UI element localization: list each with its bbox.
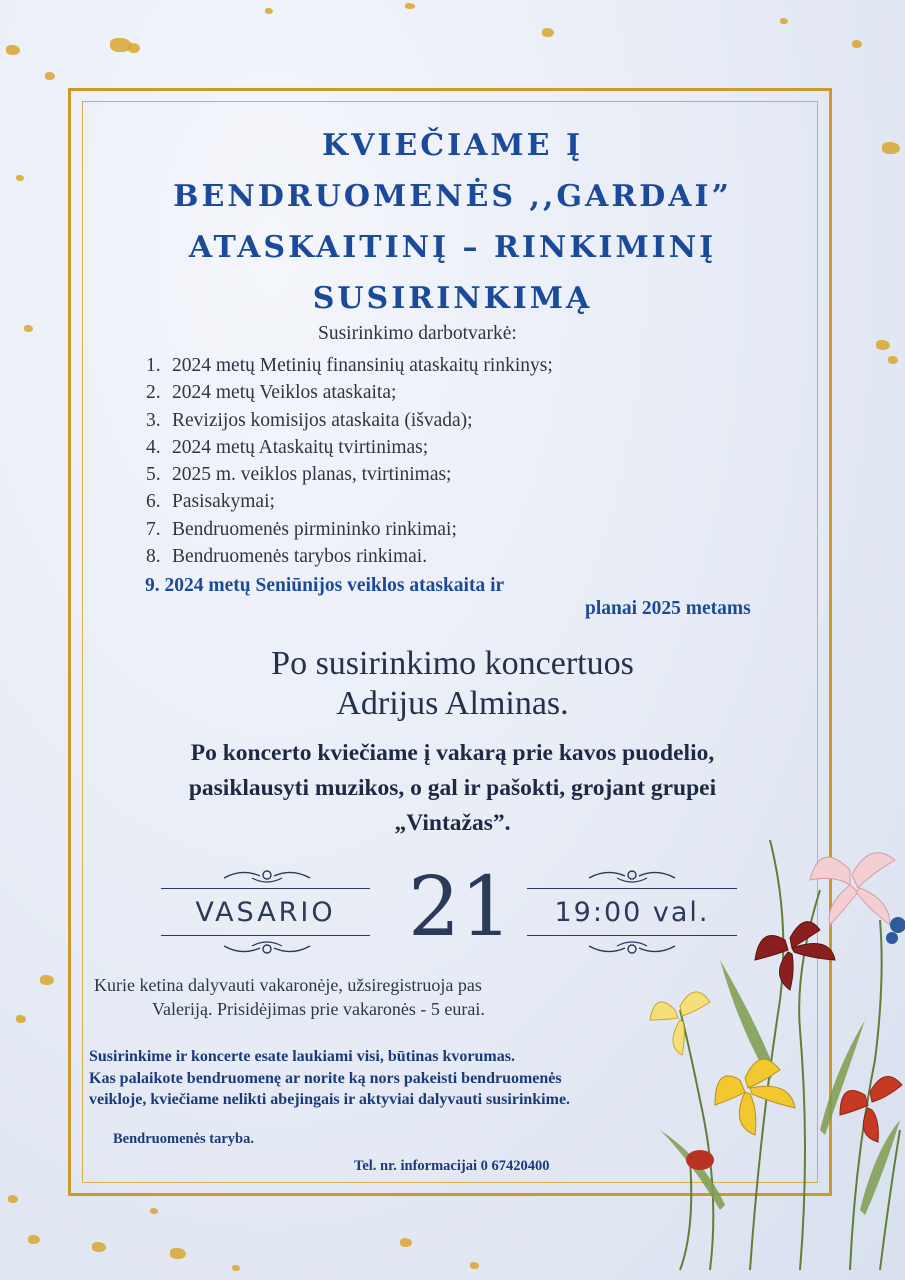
agenda-item: 8. Bendruomenės tarybos rinkimai. xyxy=(146,546,428,568)
agenda-heading: Susirinkimo darbotvarkė: xyxy=(318,323,517,344)
agenda-item: 7. Bendruomenės pirmininko rinkimai; xyxy=(146,518,457,540)
ornament-bottom-left xyxy=(222,938,312,958)
title-line-4: SUSIRINKIMĄ xyxy=(312,281,593,316)
agenda-item: 1. 2024 metų Metinių finansinių ataskaitų rinkinys; xyxy=(146,355,553,376)
concert-announcement xyxy=(100,644,805,724)
agenda-item: 2. 2024 metų Veiklos ataskaita; xyxy=(146,382,397,404)
title-line-1: KVIEČIAME Į xyxy=(322,128,583,163)
registration-line-2: Valeriją. Prisidėjimas prie vakaronės - 5 eurai. xyxy=(152,999,485,1019)
notice-line-3: veikloje, kviečiame nelikti abejingais ir aktyviai dalyvauti susirinkime. xyxy=(89,1091,571,1108)
concert-line-2: Adrijus Alminas. xyxy=(336,685,569,722)
evening-line-1: Po koncerto kviečiame į vakarą prie kavos puodelio, xyxy=(190,740,715,766)
notice-line-1: Susirinkime ir koncerte esate laukiami visi, būtinas kvorumas. xyxy=(89,1048,515,1065)
evening-line-3: „Vintažas”. xyxy=(394,810,511,836)
title-line-2: BENDRUOMENĖS ,,GARDAI” xyxy=(173,179,732,214)
agenda-item-9-line2: planai 2025 metams xyxy=(585,598,751,619)
event-month: VASARIO xyxy=(161,888,370,936)
agenda-list xyxy=(146,352,553,570)
notice-line-2: Kas palaikote bendruomenę ar norite ką nors pakeisti bendruomenės xyxy=(89,1069,562,1087)
registration-line-1: Kurie ketina dalyvauti vakaronėje, užsiregistruoja pas xyxy=(94,975,482,995)
event-day: 21 xyxy=(408,860,513,955)
wildflowers-illustration xyxy=(620,830,905,1280)
agenda-item: 5. 2025 m. veiklos planas, tvirtinimas; xyxy=(146,464,452,486)
concert-line-1: Po susirinkimo koncertuos xyxy=(271,645,634,682)
event-time: 19:00 val. xyxy=(527,888,737,936)
invitation-title xyxy=(100,120,805,324)
contact-phone: Tel. nr. informacijai 0 67420400 xyxy=(354,1158,550,1174)
agenda-item: 4. 2024 metų Ataskaitų tvirtinimas; xyxy=(146,436,429,458)
evening-line-2: pasiklausyti muzikos, o gal ir pašokti, grojant grupei xyxy=(188,775,717,801)
evening-invitation xyxy=(100,736,805,841)
registration-info xyxy=(94,973,654,1021)
signature: Bendruomenės taryba. xyxy=(113,1131,254,1147)
agenda-item-9-line1: 9. 2024 metų Seniūnijos veiklos ataskaita ir xyxy=(145,575,505,596)
ornament-top-left xyxy=(222,866,312,886)
agenda-item: 3. Revizijos komisijos ataskaita (išvada); xyxy=(146,409,473,431)
title-line-3: ATASKAITINĮ – RINKIMINĮ xyxy=(188,230,717,265)
agenda-item: 6. Pasisakymai; xyxy=(146,491,275,513)
